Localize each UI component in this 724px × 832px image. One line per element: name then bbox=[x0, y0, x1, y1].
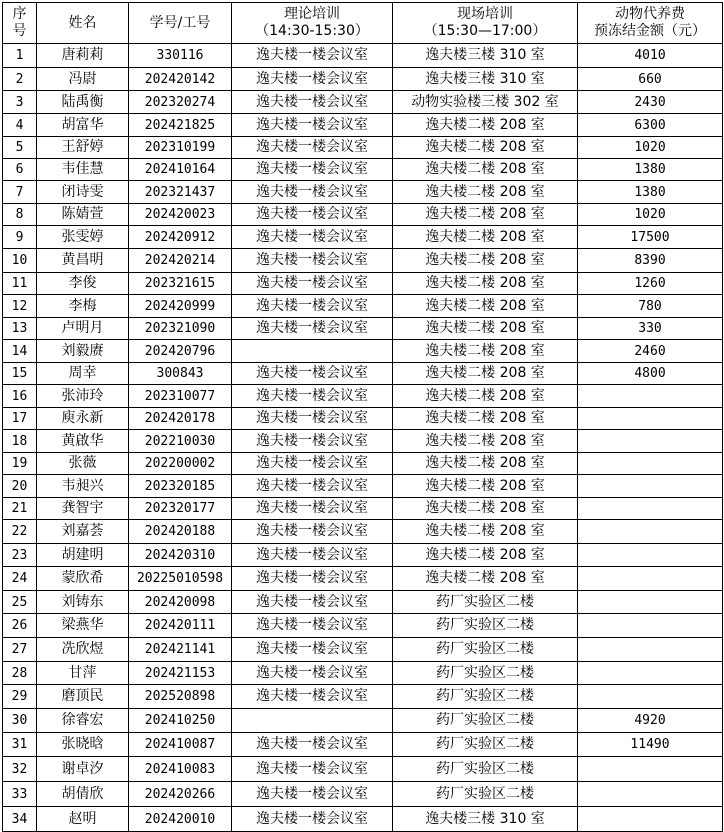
row-name: 刘铸东 bbox=[37, 591, 129, 614]
row-fee bbox=[578, 567, 723, 591]
row-id: 202321437 bbox=[129, 181, 232, 204]
row-name: 韦佳慧 bbox=[37, 159, 129, 181]
row-fee bbox=[578, 430, 723, 453]
row-name: 刘嘉荟 bbox=[37, 520, 129, 544]
row-id: 202420142 bbox=[129, 68, 232, 91]
row-name: 庾永新 bbox=[37, 408, 129, 430]
table-row bbox=[3, 591, 723, 614]
row-theory bbox=[232, 340, 393, 363]
row-theory: 逸夫楼一楼会议室 bbox=[232, 733, 393, 757]
row-name: 甘萍 bbox=[37, 662, 129, 685]
row-fee: 4010 bbox=[578, 44, 723, 68]
row-fee bbox=[578, 544, 723, 567]
table-row bbox=[3, 544, 723, 567]
row-theory: 逸夫楼一楼会议室 bbox=[232, 520, 393, 544]
header-fee bbox=[578, 3, 723, 44]
row-theory: 逸夫楼一楼会议室 bbox=[232, 408, 393, 430]
row-id: 20225010598 bbox=[129, 567, 232, 591]
row-fee bbox=[578, 757, 723, 782]
header-fee-line2: 预冻结金额（元） bbox=[594, 23, 706, 39]
row-theory: 逸夫楼一楼会议室 bbox=[232, 137, 393, 159]
row-field: 药厂实验区二楼 bbox=[393, 614, 578, 638]
table-row bbox=[3, 638, 723, 662]
row-id: 202421141 bbox=[129, 638, 232, 662]
row-id: 202420111 bbox=[129, 614, 232, 638]
row-field: 逸夫楼三楼 310 室 bbox=[393, 44, 578, 68]
row-fee bbox=[578, 614, 723, 638]
row-theory: 逸夫楼一楼会议室 bbox=[232, 591, 393, 614]
row-id: 202420098 bbox=[129, 591, 232, 614]
row-fee: 660 bbox=[578, 68, 723, 91]
row-field: 动物实验楼三楼 302 室 bbox=[393, 91, 578, 114]
row-no: 34 bbox=[3, 807, 37, 832]
row-fee bbox=[578, 638, 723, 662]
row-no: 27 bbox=[3, 638, 37, 662]
row-no: 5 bbox=[3, 137, 37, 159]
row-name: 谢卓汐 bbox=[37, 757, 129, 782]
row-no: 24 bbox=[3, 567, 37, 591]
row-theory: 逸夫楼一楼会议室 bbox=[232, 662, 393, 685]
row-theory: 逸夫楼一楼会议室 bbox=[232, 295, 393, 318]
header-fee-line1: 动物代养费 bbox=[615, 6, 685, 22]
row-name: 赵明 bbox=[37, 807, 129, 832]
row-name: 冼欣煜 bbox=[37, 638, 129, 662]
row-name: 胡建明 bbox=[37, 544, 129, 567]
row-fee bbox=[578, 475, 723, 498]
row-id: 202420178 bbox=[129, 408, 232, 430]
row-theory: 逸夫楼一楼会议室 bbox=[232, 44, 393, 68]
row-name: 卢明月 bbox=[37, 318, 129, 340]
row-field: 逸夫楼三楼 310 室 bbox=[393, 807, 578, 832]
table-row bbox=[3, 685, 723, 709]
row-field: 药厂实验区二楼 bbox=[393, 685, 578, 709]
row-id: 202310199 bbox=[129, 137, 232, 159]
row-no: 8 bbox=[3, 204, 37, 226]
row-field: 逸夫楼三楼 310 室 bbox=[393, 68, 578, 91]
table-row bbox=[3, 68, 723, 91]
row-no: 29 bbox=[3, 685, 37, 709]
table-row bbox=[3, 204, 723, 226]
row-theory: 逸夫楼一楼会议室 bbox=[232, 638, 393, 662]
row-no: 9 bbox=[3, 226, 37, 249]
row-name: 胡富华 bbox=[37, 114, 129, 137]
table-row bbox=[3, 137, 723, 159]
row-field: 逸夫楼二楼 208 室 bbox=[393, 408, 578, 430]
row-no: 23 bbox=[3, 544, 37, 567]
table-row bbox=[3, 807, 723, 832]
row-field: 逸夫楼二楼 208 室 bbox=[393, 226, 578, 249]
row-id: 202410087 bbox=[129, 733, 232, 757]
row-name: 梁燕华 bbox=[37, 614, 129, 638]
row-name: 黄昌明 bbox=[37, 249, 129, 273]
table-row bbox=[3, 385, 723, 408]
row-id: 202320185 bbox=[129, 475, 232, 498]
row-id: 202420188 bbox=[129, 520, 232, 544]
table-row bbox=[3, 44, 723, 68]
table-row bbox=[3, 91, 723, 114]
row-no: 1 bbox=[3, 44, 37, 68]
row-fee: 2460 bbox=[578, 340, 723, 363]
row-no: 18 bbox=[3, 430, 37, 453]
row-id: 330116 bbox=[129, 44, 232, 68]
row-fee: 8390 bbox=[578, 249, 723, 273]
row-name: 闭诗雯 bbox=[37, 181, 129, 204]
row-field: 逸夫楼二楼 208 室 bbox=[393, 340, 578, 363]
row-name: 张晓晗 bbox=[37, 733, 129, 757]
row-id: 202420796 bbox=[129, 340, 232, 363]
row-no: 7 bbox=[3, 181, 37, 204]
row-fee bbox=[578, 520, 723, 544]
row-name: 唐莉莉 bbox=[37, 44, 129, 68]
row-field: 逸夫楼二楼 208 室 bbox=[393, 318, 578, 340]
table-row bbox=[3, 273, 723, 295]
row-field: 逸夫楼二楼 208 室 bbox=[393, 363, 578, 385]
header-no-line2: 号 bbox=[12, 23, 27, 39]
row-theory: 逸夫楼一楼会议室 bbox=[232, 159, 393, 181]
header-no bbox=[3, 3, 37, 44]
row-id: 202420214 bbox=[129, 249, 232, 273]
table-row bbox=[3, 159, 723, 181]
row-no: 20 bbox=[3, 475, 37, 498]
row-fee bbox=[578, 782, 723, 807]
header-field-line1: 现场培训 bbox=[457, 6, 513, 22]
row-id: 202420266 bbox=[129, 782, 232, 807]
row-field: 逸夫楼二楼 208 室 bbox=[393, 498, 578, 520]
row-field: 逸夫楼二楼 208 室 bbox=[393, 159, 578, 181]
row-no: 4 bbox=[3, 114, 37, 137]
row-fee: 6300 bbox=[578, 114, 723, 137]
table-row bbox=[3, 295, 723, 318]
row-id: 202520898 bbox=[129, 685, 232, 709]
row-no: 6 bbox=[3, 159, 37, 181]
row-theory: 逸夫楼一楼会议室 bbox=[232, 614, 393, 638]
row-field: 药厂实验区二楼 bbox=[393, 662, 578, 685]
row-fee: 4800 bbox=[578, 363, 723, 385]
row-no: 14 bbox=[3, 340, 37, 363]
row-no: 31 bbox=[3, 733, 37, 757]
table-row bbox=[3, 249, 723, 273]
row-theory: 逸夫楼一楼会议室 bbox=[232, 498, 393, 520]
row-no: 3 bbox=[3, 91, 37, 114]
row-id: 202420912 bbox=[129, 226, 232, 249]
row-field: 逸夫楼二楼 208 室 bbox=[393, 204, 578, 226]
row-fee: 1020 bbox=[578, 204, 723, 226]
row-theory: 逸夫楼一楼会议室 bbox=[232, 273, 393, 295]
row-field: 逸夫楼二楼 208 室 bbox=[393, 567, 578, 591]
row-name: 龚智宇 bbox=[37, 498, 129, 520]
table-row bbox=[3, 733, 723, 757]
row-name: 张雯婷 bbox=[37, 226, 129, 249]
table-row bbox=[3, 318, 723, 340]
row-theory: 逸夫楼一楼会议室 bbox=[232, 318, 393, 340]
row-fee: 1260 bbox=[578, 273, 723, 295]
row-no: 19 bbox=[3, 453, 37, 475]
header-theory bbox=[232, 3, 393, 44]
row-theory: 逸夫楼一楼会议室 bbox=[232, 91, 393, 114]
row-field: 逸夫楼二楼 208 室 bbox=[393, 453, 578, 475]
row-fee bbox=[578, 498, 723, 520]
row-fee: 780 bbox=[578, 295, 723, 318]
row-no: 33 bbox=[3, 782, 37, 807]
row-name: 陆禹衡 bbox=[37, 91, 129, 114]
table-row bbox=[3, 453, 723, 475]
row-no: 32 bbox=[3, 757, 37, 782]
row-theory: 逸夫楼一楼会议室 bbox=[232, 567, 393, 591]
row-id: 202421153 bbox=[129, 662, 232, 685]
row-id: 202200002 bbox=[129, 453, 232, 475]
row-field: 药厂实验区二楼 bbox=[393, 638, 578, 662]
row-id: 202420010 bbox=[129, 807, 232, 832]
row-theory: 逸夫楼一楼会议室 bbox=[232, 453, 393, 475]
row-theory: 逸夫楼一楼会议室 bbox=[232, 363, 393, 385]
row-theory: 逸夫楼一楼会议室 bbox=[232, 204, 393, 226]
row-theory: 逸夫楼一楼会议室 bbox=[232, 430, 393, 453]
row-name: 李梅 bbox=[37, 295, 129, 318]
row-id: 202310077 bbox=[129, 385, 232, 408]
row-fee: 1380 bbox=[578, 181, 723, 204]
table-row bbox=[3, 430, 723, 453]
row-id: 202320177 bbox=[129, 498, 232, 520]
row-fee bbox=[578, 807, 723, 832]
row-field: 药厂实验区二楼 bbox=[393, 733, 578, 757]
row-theory: 逸夫楼一楼会议室 bbox=[232, 544, 393, 567]
row-theory: 逸夫楼一楼会议室 bbox=[232, 757, 393, 782]
row-field: 逸夫楼二楼 208 室 bbox=[393, 249, 578, 273]
row-no: 10 bbox=[3, 249, 37, 273]
header-no-line1: 序 bbox=[12, 6, 27, 22]
row-id: 202410164 bbox=[129, 159, 232, 181]
row-name: 李俊 bbox=[37, 273, 129, 295]
row-field: 逸夫楼二楼 208 室 bbox=[393, 114, 578, 137]
table-row bbox=[3, 340, 723, 363]
row-theory: 逸夫楼一楼会议室 bbox=[232, 249, 393, 273]
row-no: 26 bbox=[3, 614, 37, 638]
row-theory: 逸夫楼一楼会议室 bbox=[232, 114, 393, 137]
row-field: 逸夫楼二楼 208 室 bbox=[393, 385, 578, 408]
row-theory: 逸夫楼一楼会议室 bbox=[232, 807, 393, 832]
row-field: 逸夫楼二楼 208 室 bbox=[393, 273, 578, 295]
training-schedule-table bbox=[2, 2, 723, 832]
row-field: 逸夫楼二楼 208 室 bbox=[393, 181, 578, 204]
row-no: 12 bbox=[3, 295, 37, 318]
table-row bbox=[3, 408, 723, 430]
row-no: 15 bbox=[3, 363, 37, 385]
row-name: 张薇 bbox=[37, 453, 129, 475]
row-name: 冯尉 bbox=[37, 68, 129, 91]
row-no: 16 bbox=[3, 385, 37, 408]
row-id: 202420310 bbox=[129, 544, 232, 567]
row-field: 逸夫楼二楼 208 室 bbox=[393, 137, 578, 159]
row-no: 2 bbox=[3, 68, 37, 91]
row-id: 202410083 bbox=[129, 757, 232, 782]
table-row bbox=[3, 614, 723, 638]
row-field: 逸夫楼二楼 208 室 bbox=[393, 544, 578, 567]
row-name: 张沛玲 bbox=[37, 385, 129, 408]
row-fee bbox=[578, 662, 723, 685]
row-no: 11 bbox=[3, 273, 37, 295]
row-fee: 1380 bbox=[578, 159, 723, 181]
row-theory: 逸夫楼一楼会议室 bbox=[232, 685, 393, 709]
table-row bbox=[3, 475, 723, 498]
row-id: 202321090 bbox=[129, 318, 232, 340]
row-id: 202421825 bbox=[129, 114, 232, 137]
row-no: 25 bbox=[3, 591, 37, 614]
table-row bbox=[3, 782, 723, 807]
row-theory: 逸夫楼一楼会议室 bbox=[232, 68, 393, 91]
row-id: 202410250 bbox=[129, 709, 232, 733]
row-fee: 1020 bbox=[578, 137, 723, 159]
row-name: 韦昶兴 bbox=[37, 475, 129, 498]
table-row bbox=[3, 567, 723, 591]
row-field: 药厂实验区二楼 bbox=[393, 782, 578, 807]
header-theory-line1: 理论培训 bbox=[284, 6, 340, 22]
header-field-line2: （15:30—17:00） bbox=[423, 23, 547, 39]
row-fee bbox=[578, 685, 723, 709]
row-fee: 11490 bbox=[578, 733, 723, 757]
row-theory: 逸夫楼一楼会议室 bbox=[232, 226, 393, 249]
row-field: 药厂实验区二楼 bbox=[393, 757, 578, 782]
row-no: 13 bbox=[3, 318, 37, 340]
table-row bbox=[3, 114, 723, 137]
row-field: 逸夫楼二楼 208 室 bbox=[393, 520, 578, 544]
row-id: 202210030 bbox=[129, 430, 232, 453]
row-id: 202321615 bbox=[129, 273, 232, 295]
table-row bbox=[3, 226, 723, 249]
row-no: 21 bbox=[3, 498, 37, 520]
header-row bbox=[3, 3, 723, 44]
row-name: 刘毅赓 bbox=[37, 340, 129, 363]
row-theory: 逸夫楼一楼会议室 bbox=[232, 181, 393, 204]
row-fee: 4920 bbox=[578, 709, 723, 733]
row-name: 磨顶民 bbox=[37, 685, 129, 709]
table-body bbox=[3, 44, 723, 832]
table-row bbox=[3, 520, 723, 544]
row-field: 逸夫楼二楼 208 室 bbox=[393, 475, 578, 498]
table-row bbox=[3, 757, 723, 782]
row-name: 黄啟华 bbox=[37, 430, 129, 453]
row-fee bbox=[578, 453, 723, 475]
row-fee: 17500 bbox=[578, 226, 723, 249]
row-name: 徐睿宏 bbox=[37, 709, 129, 733]
row-field: 逸夫楼二楼 208 室 bbox=[393, 430, 578, 453]
table-row bbox=[3, 709, 723, 733]
row-name: 蒙欣希 bbox=[37, 567, 129, 591]
row-no: 30 bbox=[3, 709, 37, 733]
row-id: 202320274 bbox=[129, 91, 232, 114]
row-no: 17 bbox=[3, 408, 37, 430]
row-fee bbox=[578, 591, 723, 614]
row-id: 202420023 bbox=[129, 204, 232, 226]
row-name: 胡倩欣 bbox=[37, 782, 129, 807]
row-field: 药厂实验区二楼 bbox=[393, 591, 578, 614]
header-field bbox=[393, 3, 578, 44]
row-theory: 逸夫楼一楼会议室 bbox=[232, 782, 393, 807]
row-field: 药厂实验区二楼 bbox=[393, 709, 578, 733]
row-field: 逸夫楼二楼 208 室 bbox=[393, 295, 578, 318]
row-no: 28 bbox=[3, 662, 37, 685]
row-name: 王舒婷 bbox=[37, 137, 129, 159]
header-name: 姓名 bbox=[37, 3, 129, 44]
row-fee: 330 bbox=[578, 318, 723, 340]
row-name: 陈婧萱 bbox=[37, 204, 129, 226]
row-id: 202420999 bbox=[129, 295, 232, 318]
row-no: 22 bbox=[3, 520, 37, 544]
row-id: 300843 bbox=[129, 363, 232, 385]
table-row bbox=[3, 363, 723, 385]
table-row bbox=[3, 181, 723, 204]
header-id: 学号/工号 bbox=[129, 3, 232, 44]
row-fee bbox=[578, 408, 723, 430]
row-theory: 逸夫楼一楼会议室 bbox=[232, 475, 393, 498]
row-name: 周幸 bbox=[37, 363, 129, 385]
row-fee bbox=[578, 385, 723, 408]
row-theory: 逸夫楼一楼会议室 bbox=[232, 385, 393, 408]
table-row bbox=[3, 498, 723, 520]
row-theory bbox=[232, 709, 393, 733]
table-row bbox=[3, 662, 723, 685]
header-theory-line2: （14:30-15:30） bbox=[255, 23, 369, 39]
row-fee: 2430 bbox=[578, 91, 723, 114]
